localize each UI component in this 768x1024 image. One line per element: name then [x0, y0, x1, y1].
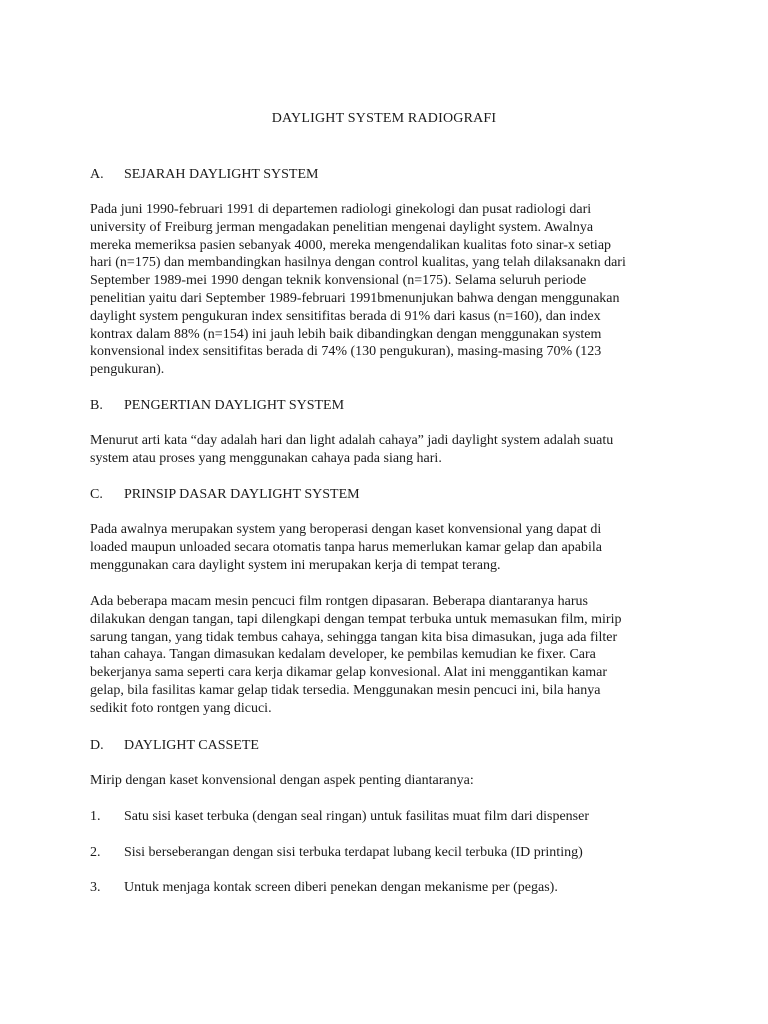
text-line: September 1989-mei 1990 dengan teknik konvensional (n=175). Selama seluruh periode [90, 273, 587, 289]
text-line: gelap, bila fasilitas kamar gelap tidak tersedia. Menggunakan mesin pencuci ini, bila hanya [90, 682, 601, 698]
text-line: Pada juni 1990-februari 1991 di departemen radiologi ginekologi dan pusat radiologi dari [90, 202, 592, 217]
paragraph-pengertian [90, 432, 682, 468]
paragraph-prinsip-1 [90, 521, 682, 574]
text-line: Mirip dengan kaset konvensional dengan aspek penting diantaranya: [90, 773, 474, 788]
list-number: 2. [90, 845, 101, 860]
list-item [90, 808, 690, 826]
list-item [90, 879, 690, 897]
list-text: Satu sisi kaset terbuka (dengan seal ringan) untuk fasilitas muat film dari dispenser [124, 809, 589, 824]
text-line: kontrax dalam 88% (n=154) ini jauh lebih baik dibandingkan dengan menggunakan system [90, 326, 602, 342]
text-line: sedikit foto rontgen yang dicuci. [90, 700, 272, 716]
section-title: PRINSIP DASAR DAYLIGHT SYSTEM [124, 487, 360, 502]
text-line: Pada awalnya merupakan system yang beroperasi dengan kaset konvensional yang dapat di [90, 522, 602, 537]
text-line: sarung tangan, yang tidak tembus cahaya, sehingga tangan kita bisa dimasukan, juga ada filter [90, 629, 618, 645]
list-text: Untuk menjaga kontak screen diberi penekan dengan mekanisme per (pegas). [124, 880, 558, 895]
list-item [90, 844, 690, 862]
text-line: tahan cahaya. Tangan dimasukan kedalam developer, ke pembilas kemudian ke fixer. Cara [90, 647, 596, 663]
section-title: DAYLIGHT CASSETE [124, 738, 259, 753]
text-line: daylight system pengukuran index sensitifitas berada di 91% dari kasus (n=160), dan index [90, 308, 601, 324]
list-number: 1. [90, 809, 101, 824]
paragraph-cassete [90, 772, 682, 790]
text-line: konvensional index sensitifitas berada di 74% (130 pengukuran), masing-masing 70% (123 [90, 344, 602, 360]
section-heading-c [90, 486, 690, 504]
paragraph-sejarah [90, 201, 682, 379]
text-line: university of Freiburg jerman mengadakan penelitian mengenai daylight system. Awalnya [90, 219, 594, 235]
section-heading-d [90, 737, 690, 755]
section-heading-b [90, 397, 690, 415]
list-text: Sisi berseberangan dengan sisi terbuka terdapat lubang kecil terbuka (ID printing) [124, 845, 583, 860]
text-line: dilakukan dengan tangan, tapi dilengkapi dengan tempat terbuka untuk memasukan film, mirip [90, 611, 622, 627]
text-line: system atau proses yang menggunakan cahaya pada siang hari. [90, 450, 442, 466]
section-letter: A. [90, 167, 104, 182]
section-letter: C. [90, 487, 103, 502]
text-line: menggunakan cara daylight system ini merupakan kerja di tempat terang. [90, 557, 501, 573]
document-title: DAYLIGHT SYSTEM RADIOGRAFI [271, 111, 497, 126]
text-line: hari (n=175) dan membandingkan hasilnya dengan control kualitas, yang telah dilaksanakn dari [90, 255, 626, 271]
paragraph-prinsip-2 [90, 593, 682, 718]
text-line: penelitian yaitu dari September 1989-februari 1991bmenunjukan bahwa dengan menggunakan [90, 290, 620, 306]
list-number: 3. [90, 880, 101, 895]
section-heading-a [90, 166, 690, 184]
section-title: SEJARAH DAYLIGHT SYSTEM [124, 167, 319, 182]
text-line: pengukuran). [90, 362, 165, 378]
section-letter: D. [90, 738, 104, 753]
text-line: Menurut arti kata “day adalah hari dan light adalah cahaya” jadi daylight system adalah suatu [90, 433, 614, 448]
section-title: PENGERTIAN DAYLIGHT SYSTEM [124, 398, 345, 413]
text-line: loaded maupun unloaded secara otomatis tanpa harus memerlukan kamar gelap dan apabila [90, 539, 602, 555]
section-letter: B. [90, 398, 103, 413]
text-line: bekerjanya sama seperti cara kerja dikamar gelap konvesional. Alat ini menggantikan kamar [90, 665, 608, 681]
text-line: mereka memeriksa pasien sebanyak 4000, mereka mengendalikan kualitas foto sinar-x setiap [90, 237, 612, 253]
text-line: Ada beberapa macam mesin pencuci film rontgen dipasaran. Beberapa diantaranya harus [90, 594, 588, 609]
